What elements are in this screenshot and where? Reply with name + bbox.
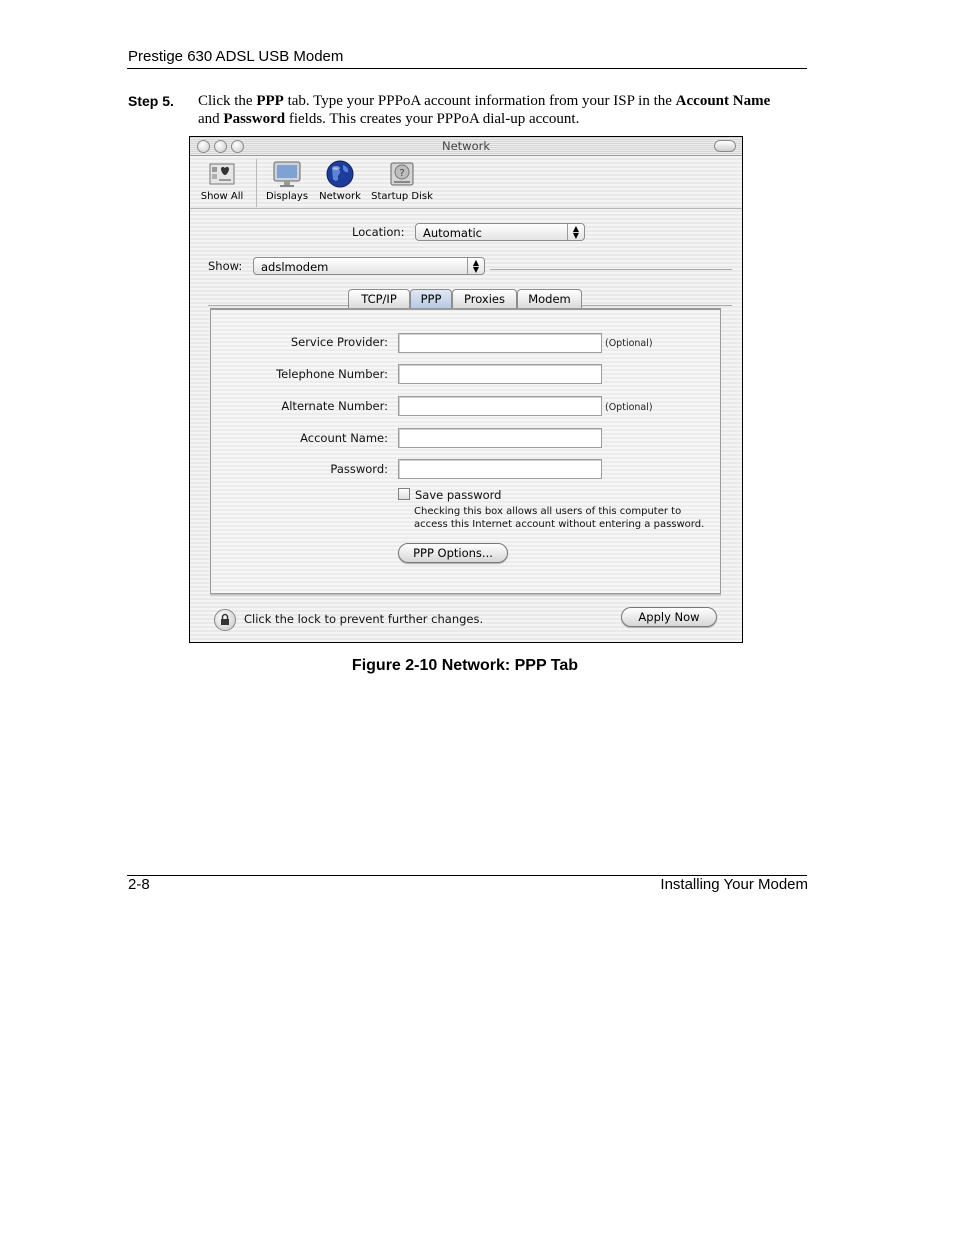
telephone-number-label: Telephone Number:	[276, 367, 388, 381]
network-window	[189, 136, 743, 643]
step-instructions	[198, 92, 808, 128]
disk-icon	[387, 159, 417, 189]
step-text-2: tab. Type your PPPoA account information from your ISP in the	[283, 93, 676, 109]
location-label: Location:	[352, 225, 405, 239]
toolbar-toggle-button[interactable]	[714, 140, 736, 152]
save-password-help-2: access this Internet account without entering a password.	[414, 519, 705, 530]
show-label: Show:	[208, 259, 243, 273]
location-value: Automatic	[423, 226, 482, 240]
lock-button[interactable]	[214, 609, 236, 631]
tab-ppp[interactable]: PPP	[410, 289, 452, 308]
figure-caption: Figure 2-10 Network: PPP Tab	[351, 657, 579, 674]
apply-now-button[interactable]: Apply Now	[621, 607, 717, 627]
toolbar-show-all[interactable]	[196, 159, 248, 202]
account-name-label: Account Name:	[300, 431, 388, 445]
tab-tcp-ip[interactable]: TCP/IP	[348, 289, 410, 308]
toolbar-separator	[256, 159, 257, 207]
step-bold-password: Password	[223, 111, 286, 127]
step-text-1: Click the	[198, 93, 257, 109]
lock-icon	[215, 610, 235, 630]
toolbar-startup-disk-label: Startup Disk	[371, 191, 433, 202]
show-all-icon	[207, 159, 237, 189]
step-bold-ppp: PPP	[256, 93, 284, 109]
alternate-number-optional: (Optional)	[605, 402, 653, 413]
password-label: Password:	[330, 462, 388, 476]
globe-icon	[325, 159, 355, 189]
toolbar-show-all-label: Show All	[200, 191, 244, 202]
lock-text: Click the lock to prevent further changes.	[244, 612, 484, 626]
save-password-help-1: Checking this box allows all users of this computer to	[414, 506, 682, 517]
popup-arrows-icon: ▲ ▼	[567, 224, 584, 240]
page-number: 2-8	[128, 876, 150, 893]
alternate-number-label: Alternate Number:	[281, 399, 388, 413]
footer-chapter: Installing Your Modem	[660, 876, 808, 893]
show-value: adslmodem	[261, 260, 329, 274]
toolbar-network[interactable]	[316, 159, 364, 202]
window-title: Network	[441, 139, 491, 153]
tab-modem[interactable]: Modem	[517, 289, 582, 308]
account-name-input[interactable]	[398, 428, 602, 448]
service-provider-input[interactable]	[398, 333, 602, 353]
ppp-options-button[interactable]: PPP Options...	[398, 543, 508, 563]
tab-baseline-right	[582, 305, 732, 306]
password-input[interactable]	[398, 459, 602, 479]
save-password-label: Save password	[415, 488, 502, 502]
page-header: Prestige 630 ADSL USB Modem	[128, 48, 344, 65]
save-password-checkbox[interactable]	[398, 488, 410, 500]
telephone-number-input[interactable]	[398, 364, 602, 384]
tab-baseline-left	[208, 305, 358, 306]
step-text-4: fields. This creates your PPPoA dial-up account.	[285, 111, 580, 127]
step-label: Step 5.	[128, 93, 174, 109]
display-icon	[272, 159, 302, 189]
service-provider-label: Service Provider:	[290, 335, 388, 349]
popup-arrows-icon: ▲ ▼	[467, 258, 484, 274]
service-provider-optional: (Optional)	[605, 338, 653, 349]
step-bold-account-name: Account Name	[675, 93, 771, 109]
toolbar-startup-disk[interactable]	[369, 159, 435, 202]
show-divider	[490, 269, 732, 270]
show-popup[interactable]	[253, 257, 485, 275]
tab-proxies[interactable]: Proxies	[452, 289, 517, 308]
toolbar-displays[interactable]	[264, 159, 310, 202]
toolbar-displays-label: Displays	[265, 191, 309, 202]
location-popup[interactable]	[415, 223, 585, 241]
step-text-3: and	[198, 111, 224, 127]
header-rule	[127, 68, 807, 69]
toolbar-network-label: Network	[319, 191, 361, 202]
alternate-number-input[interactable]	[398, 396, 602, 416]
panel-shadow	[210, 594, 721, 597]
svg-text:?: ?	[399, 168, 405, 179]
